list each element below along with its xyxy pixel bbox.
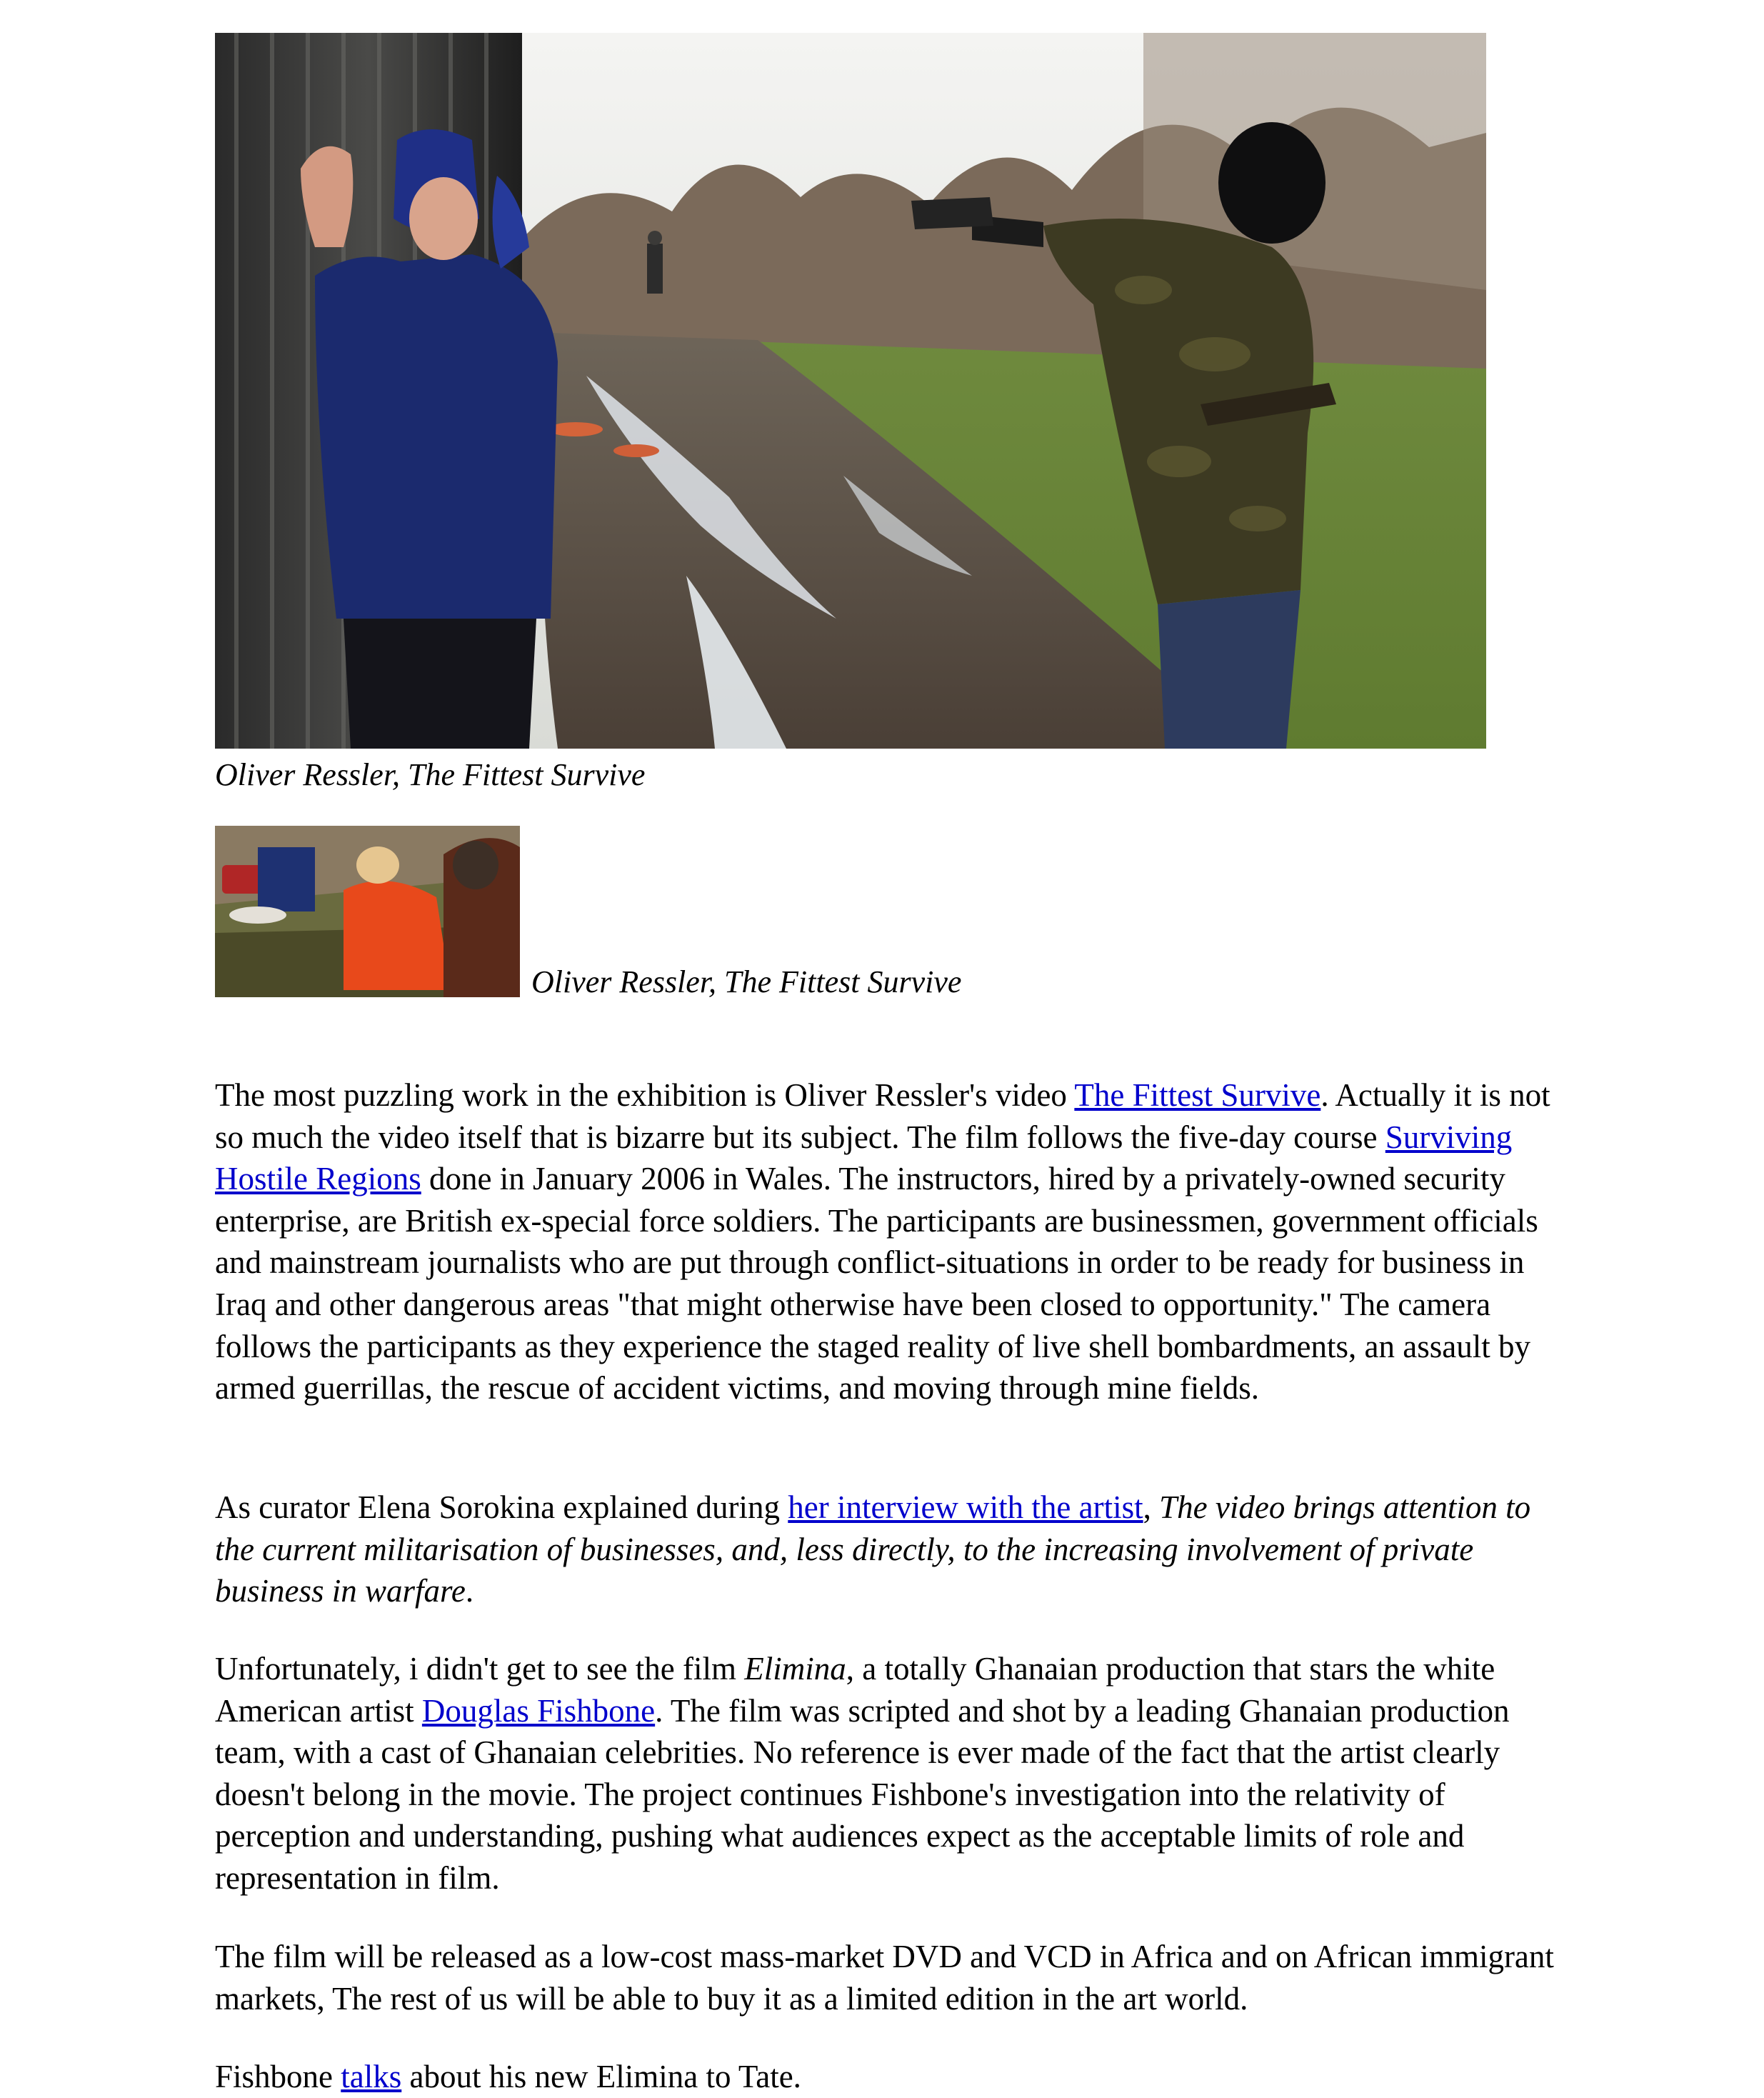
curator-quote: The video brings attention to the current militarisation of businesses, and, less directly, to the increasing involvement of private business in warfare (215, 1489, 1531, 1609)
text-span: The most puzzling work in the exhibition is Oliver Ressler's video (215, 1077, 1075, 1113)
link-the-fittest-survive[interactable]: The Fittest Survive (1074, 1077, 1321, 1113)
text-span: . (465, 1573, 474, 1609)
paragraph-curator-quote (215, 1487, 1572, 1612)
paragraph-elimina (215, 1648, 1572, 1899)
main-photo-caption: Oliver Ressler, The Fittest Survive (215, 757, 646, 792)
text-span: , a totally Ghanaian production that stars the white American artist (215, 1651, 1495, 1729)
text-span: As curator Elena Sorokina explained during (215, 1489, 788, 1525)
paragraph-fittest-survive (215, 1074, 1572, 1409)
link-talks[interactable]: talks (341, 2059, 402, 2094)
thumbnail-photo (215, 826, 520, 997)
text-span: The film will be released as a low-cost mass-market DVD and VCD in Africa and on African immigrant markets, The rest of us will be able to buy it as a limited edition in the art world. (215, 1939, 1554, 2017)
film-title: Elimina (744, 1651, 846, 1687)
link-surviving-hostile-regions[interactable]: Surviving Hostile Regions (215, 1119, 1513, 1197)
paragraph-release (215, 1936, 1572, 2019)
text-span: Fishbone (215, 2059, 341, 2094)
paragraph-fishbone-talks (215, 2056, 1572, 2098)
text-span: Unfortunately, i didn't get to see the film (215, 1651, 745, 1687)
main-photo (215, 33, 1486, 749)
link-douglas-fishbone[interactable]: Douglas Fishbone (421, 1692, 656, 1729)
text-span: . Actually it is not so much the video itself that is bizarre but its subject. The film follows the five-day course (215, 1077, 1550, 1155)
text-span: , (1143, 1489, 1160, 1525)
link-interview-with-artist[interactable]: her interview with the artist (788, 1489, 1143, 1525)
text-span: done in January 2006 in Wales. The instructors, hired by a privately-owned security enterprise, are British ex-special force soldiers. The participants are businessmen, government officials and mainstream journalists who are put through conflict-situations in order to be ready for business in Iraq and other dangerous areas "that might otherwise have been closed to opportunity." The camera follows the participants as they experience the staged reality of live shell bombardments, an assault by armed guerrillas, the rescue of accident victims, and moving through mine fields. (215, 1161, 1538, 1407)
thumbnail-photo-caption: Oliver Ressler, The Fittest Survive (531, 964, 962, 999)
text-span: about his new Elimina to Tate. (401, 2059, 801, 2094)
text-span: . The film was scripted and shot by a leading Ghanaian production team, with a cast of Ghanaian celebrities. No reference is ever made of the fact that the artist clearly doesn't belong in the movie. The project continues Fishbone's investigation into the relativity of perception and understanding, pushing what audiences expect as the acceptable limits of role and representation in film. (215, 1692, 1510, 1896)
